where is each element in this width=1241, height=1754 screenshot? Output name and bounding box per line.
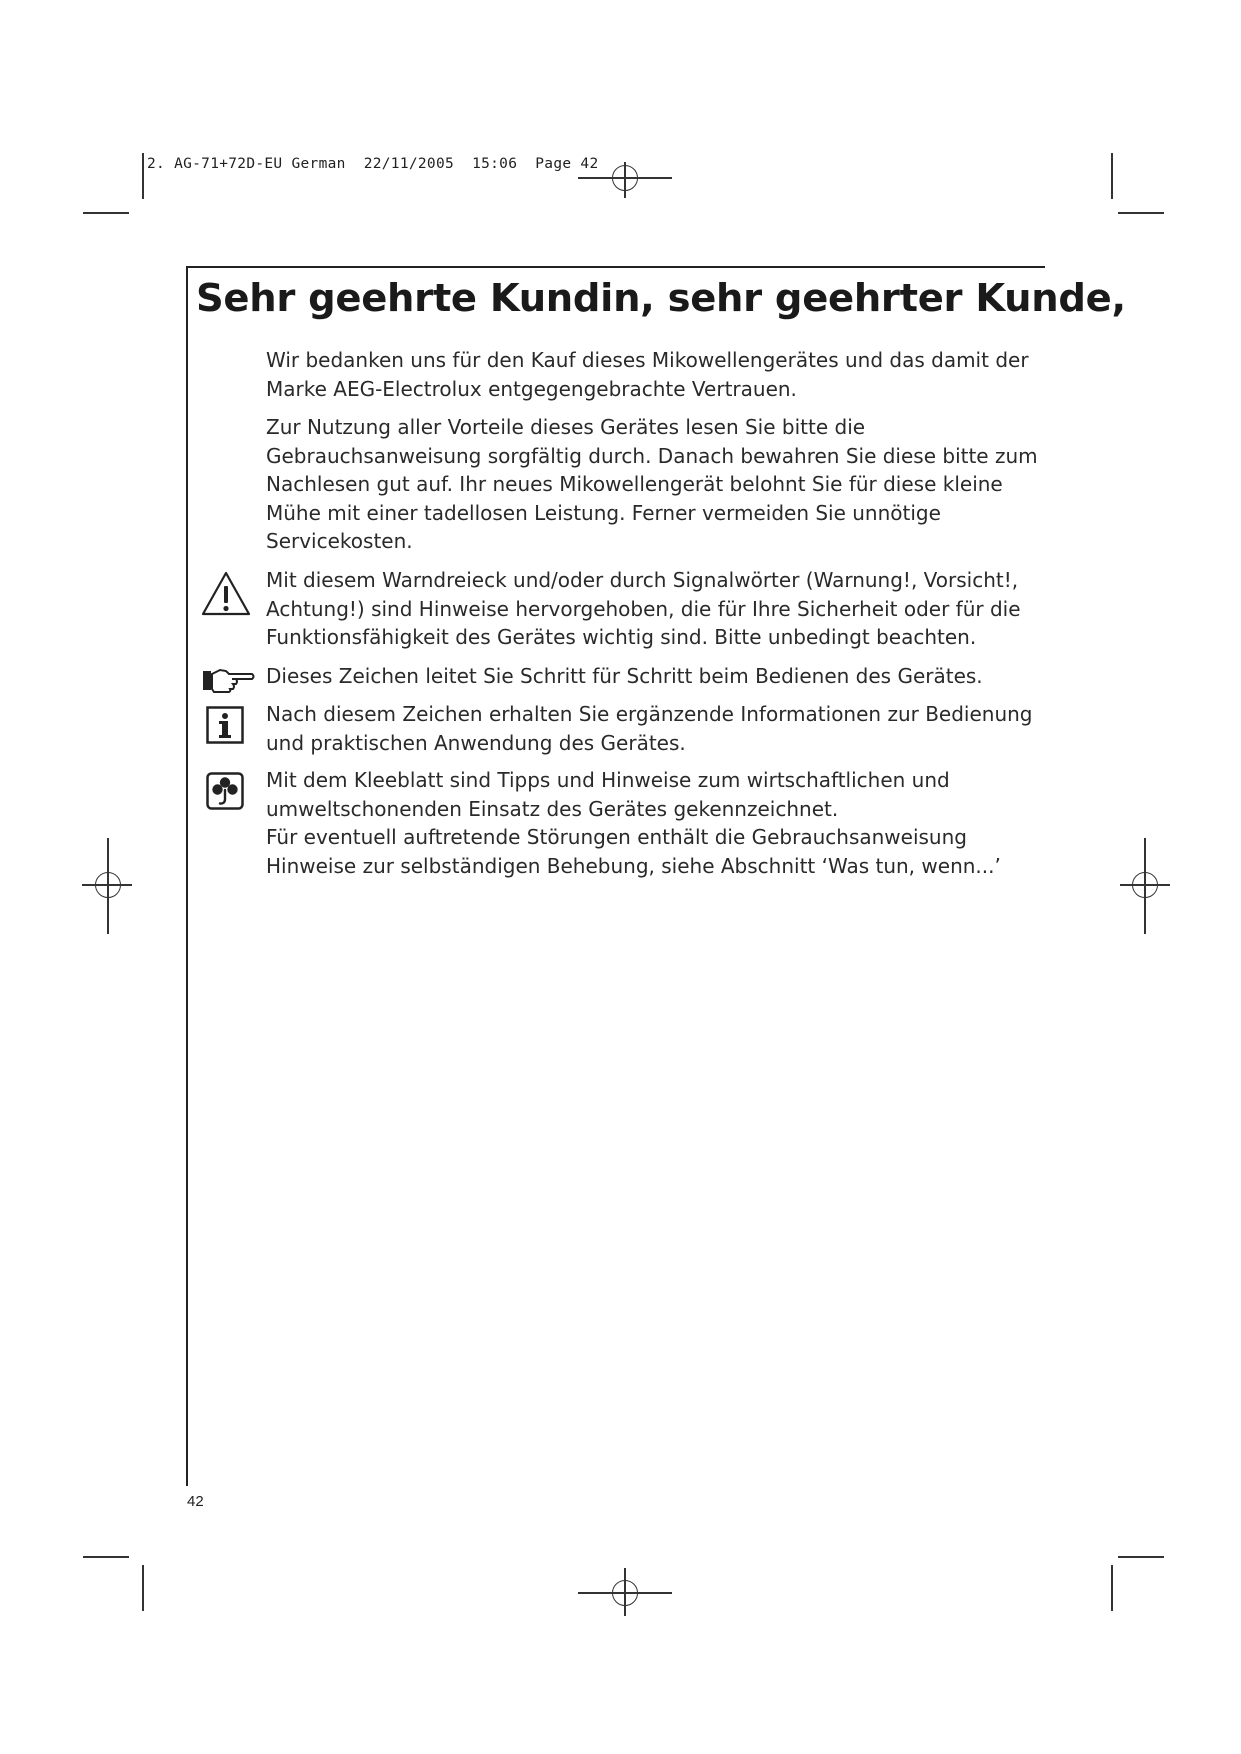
- page-title: Sehr geehrte Kundin, sehr geehrter Kunde,: [196, 276, 1126, 321]
- warning-triangle-icon: [200, 570, 252, 618]
- intro-paragraph: Wir bedanken uns für den Kauf dieses Mikowellengerätes und das damit der Marke AEG-Electrolux entgegengebrachte Vertrauen.: [266, 348, 1029, 401]
- cloverleaf-icon: [206, 772, 244, 810]
- left-rule: [186, 266, 188, 1486]
- eco-note: Mit dem Kleeblatt sind Tipps und Hinweise zum wirtschaftlichen und umweltschonenden Einsatz des Gerätes gekennzeichnet.: [266, 768, 950, 821]
- warning-note: Mit diesem Warndreieck und/oder durch Signalwörter (Warnung!, Vorsicht!, Achtung!) sind Hinweise hervorgehoben, die für Ihre Sicherheit oder für die Funktionsfähigkeit des Gerätes wichtig sind. Bitte unbedingt beachten.: [266, 568, 1021, 650]
- info-note: Nach diesem Zeichen erhalten Sie ergänzende Informationen zur Bedienung und praktischen Anwendung des Gerätes.: [266, 702, 1033, 755]
- closing-paragraph: Für eventuell auftretende Störungen enthält die Gebrauchsanweisung Hinweise zur selbständigen Behebung, siehe Abschnitt ‘Was tun, wenn...’: [266, 825, 1001, 878]
- print-slug: 2. AG-71+72D-EU German 22/11/2005 15:06 Page 42: [147, 156, 599, 172]
- usage-paragraph: Zur Nutzung aller Vorteile dieses Gerätes lesen Sie bitte die Gebrauchsanweisung sorgfältig durch. Danach bewahren Sie diese bitte zum Nachlesen gut auf. Ihr neues Mikowellengerät belohnt Sie für diese kleine Mühe mit einer tadellosen Leistung. Ferner vermeiden Sie unnötige Servicekosten.: [266, 415, 1038, 554]
- page-number: 42: [187, 1493, 204, 1510]
- pointing-hand-icon: [202, 667, 256, 693]
- step-note: Dieses Zeichen leitet Sie Schritt für Schritt beim Bedienen des Gerätes.: [266, 664, 983, 688]
- info-icon: [206, 706, 244, 744]
- top-rule: [186, 266, 1045, 268]
